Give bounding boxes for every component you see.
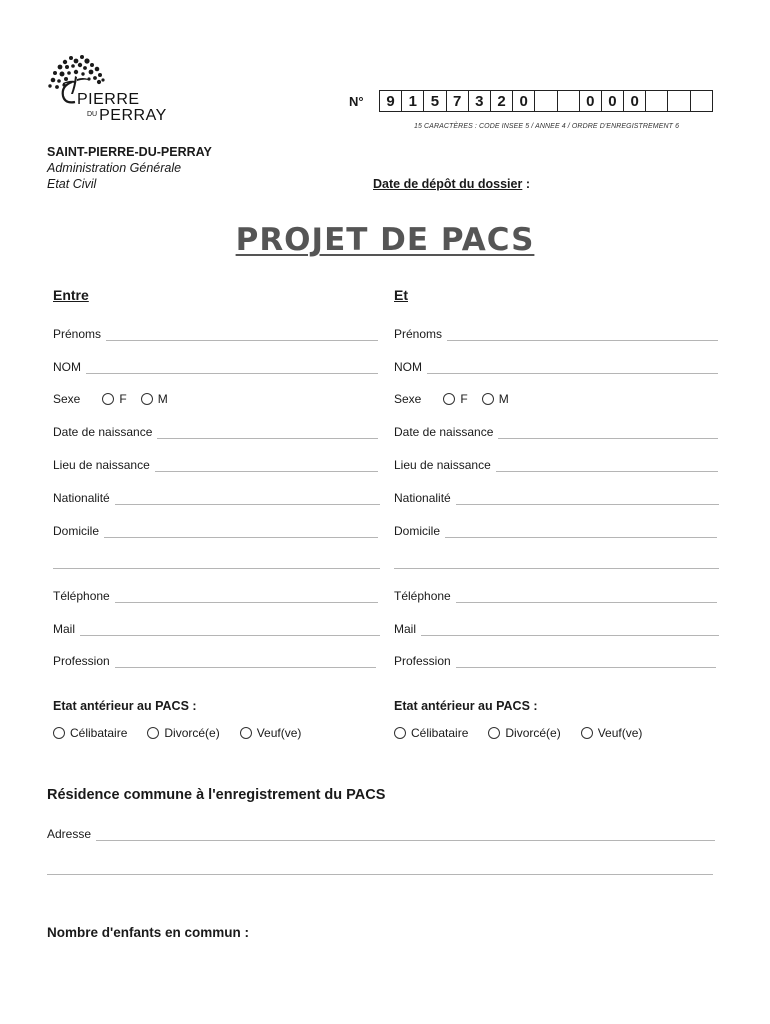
input-line[interactable] xyxy=(456,592,717,603)
right-sexe-m-option[interactable] xyxy=(482,392,509,406)
field-label: Domicile xyxy=(53,524,100,538)
input-line[interactable] xyxy=(104,527,378,538)
right-nationalite-field[interactable] xyxy=(394,489,719,505)
right-etat-divorce-option[interactable] xyxy=(488,726,560,740)
left-sexe-f-option[interactable] xyxy=(102,392,126,406)
input-line[interactable] xyxy=(427,363,718,374)
logo-du: DU xyxy=(87,111,98,118)
number-digit-box[interactable]: 7 xyxy=(446,90,469,112)
option-label: M xyxy=(498,392,509,406)
number-digit-box[interactable]: 0 xyxy=(579,90,602,112)
left-nom-field[interactable] xyxy=(53,358,378,374)
field-label: Lieu de naissance xyxy=(394,458,491,472)
field-label: Profession xyxy=(53,654,110,668)
right-sexe-field xyxy=(394,391,523,407)
field-label: Téléphone xyxy=(53,589,110,603)
number-digit-box[interactable] xyxy=(557,90,580,112)
field-label: Mail xyxy=(394,622,417,636)
field-label: Lieu de naissance xyxy=(53,458,150,472)
radio-circle-icon[interactable] xyxy=(394,727,406,739)
number-digit-box[interactable]: 3 xyxy=(468,90,491,112)
org-name: SAINT-PIERRE-DU-PERRAY xyxy=(47,145,212,159)
registration-number-note: 15 CARACTÈRES : CODE INSEE 5 / ANNEE 4 / ORDRE D'ENREGISTREMENT 6 xyxy=(414,123,680,130)
right-etat-celibataire-option[interactable] xyxy=(394,726,468,740)
residence-section-title: Résidence commune à l'enregistrement du PACS xyxy=(47,787,386,803)
number-digit-box[interactable] xyxy=(645,90,668,112)
left-profession-field[interactable] xyxy=(53,652,376,668)
left-nationalite-field[interactable] xyxy=(53,489,380,505)
number-digit-box[interactable]: 0 xyxy=(623,90,646,112)
left-mail-field[interactable] xyxy=(53,620,380,636)
organisation-block xyxy=(47,144,212,192)
field-label: Date de naissance xyxy=(53,425,153,439)
field-label: Prénoms xyxy=(53,327,102,341)
left-sexe-field xyxy=(53,391,182,407)
option-label: F xyxy=(460,392,468,406)
input-line[interactable] xyxy=(96,830,715,841)
adresse-line2[interactable] xyxy=(47,873,713,875)
right-lieu-naissance-field[interactable] xyxy=(394,456,718,472)
input-line[interactable] xyxy=(447,330,718,341)
registration-number-label: N° xyxy=(349,94,364,109)
number-digit-box[interactable] xyxy=(534,90,557,112)
option-label: Veuf(ve) xyxy=(256,726,302,740)
left-lieu-naissance-field[interactable] xyxy=(53,456,378,472)
field-label: Mail xyxy=(53,622,76,636)
number-digit-box[interactable]: 5 xyxy=(423,90,446,112)
option-label: Divorcé(e) xyxy=(164,726,220,740)
radio-circle-icon[interactable] xyxy=(53,727,65,739)
left-domicile-field[interactable] xyxy=(53,522,378,538)
enfants-title: Nombre d'enfants en commun : xyxy=(47,925,249,940)
radio-circle-icon[interactable] xyxy=(240,727,252,739)
field-label: Prénoms xyxy=(394,327,443,341)
left-sexe-m-option[interactable] xyxy=(141,392,168,406)
number-digit-box[interactable] xyxy=(667,90,690,112)
left-etat-title: Etat antérieur au PACS : xyxy=(53,699,197,713)
left-telephone-field[interactable] xyxy=(53,587,378,603)
radio-circle-icon[interactable] xyxy=(102,393,114,405)
input-line[interactable] xyxy=(456,657,716,668)
right-telephone-field[interactable] xyxy=(394,587,717,603)
input-line[interactable] xyxy=(155,461,378,472)
radio-circle-icon[interactable] xyxy=(581,727,593,739)
input-line[interactable] xyxy=(115,494,380,505)
input-line[interactable] xyxy=(445,527,717,538)
number-digit-box[interactable]: 0 xyxy=(601,90,624,112)
org-service: Etat Civil xyxy=(47,177,97,191)
registration-number-boxes[interactable] xyxy=(380,90,713,112)
deposit-date xyxy=(373,177,530,191)
input-line[interactable] xyxy=(80,625,380,636)
field-label: Domicile xyxy=(394,524,441,538)
field-label: Date de naissance xyxy=(394,425,494,439)
number-digit-box[interactable] xyxy=(690,90,713,112)
field-label: Téléphone xyxy=(394,589,451,603)
option-label: F xyxy=(119,392,127,406)
logo-line2: PERRAY xyxy=(99,107,167,124)
input-line[interactable] xyxy=(496,461,718,472)
option-label: Célibataire xyxy=(70,726,128,740)
right-nom-field[interactable] xyxy=(394,358,718,374)
right-sexe-f-option[interactable] xyxy=(443,392,467,406)
right-profession-field[interactable] xyxy=(394,652,716,668)
right-date-naissance-field[interactable] xyxy=(394,423,718,439)
right-domicile-field[interactable] xyxy=(394,522,717,538)
option-label: M xyxy=(157,392,168,406)
right-column-heading: Et xyxy=(394,287,408,303)
input-line[interactable] xyxy=(498,428,718,439)
left-date-naissance-field[interactable] xyxy=(53,423,378,439)
logo-line1: PIERRE xyxy=(77,91,140,108)
option-label: Célibataire xyxy=(411,726,469,740)
left-etat-divorce-option[interactable] xyxy=(147,726,219,740)
radio-circle-icon[interactable] xyxy=(482,393,494,405)
field-label: Sexe xyxy=(53,392,81,406)
input-line[interactable] xyxy=(106,330,378,341)
field-label: NOM xyxy=(394,360,422,374)
option-label: Veuf(ve) xyxy=(597,726,643,740)
field-label: NOM xyxy=(53,360,81,374)
field-label: Adresse xyxy=(47,827,92,841)
left-etat-celibataire-option[interactable] xyxy=(53,726,127,740)
option-label: Divorcé(e) xyxy=(505,726,561,740)
right-etat-veuf-option[interactable] xyxy=(581,726,643,740)
deposit-date-label: Date de dépôt du dossier xyxy=(373,177,523,191)
field-label: Nationalité xyxy=(394,491,451,505)
input-line[interactable] xyxy=(115,592,378,603)
number-digit-box[interactable]: 1 xyxy=(401,90,424,112)
field-label: Nationalité xyxy=(53,491,110,505)
input-line[interactable] xyxy=(456,494,719,505)
left-etat-veuf-option[interactable] xyxy=(240,726,302,740)
right-mail-field[interactable] xyxy=(394,620,719,636)
field-label: Profession xyxy=(394,654,451,668)
input-line[interactable] xyxy=(157,428,378,439)
left-etat-options xyxy=(53,726,321,740)
number-digit-box[interactable]: 2 xyxy=(490,90,513,112)
right-etat-title: Etat antérieur au PACS : xyxy=(394,699,538,713)
field-label: Sexe xyxy=(394,392,422,406)
input-line[interactable] xyxy=(115,657,376,668)
radio-circle-icon[interactable] xyxy=(141,393,153,405)
right-domicile-line2[interactable] xyxy=(394,567,719,569)
left-column-heading: Entre xyxy=(53,287,89,303)
page-title xyxy=(0,222,770,258)
number-digit-box[interactable]: 0 xyxy=(512,90,535,112)
org-department: Administration Générale xyxy=(47,161,182,175)
input-line[interactable] xyxy=(421,625,719,636)
left-domicile-line2[interactable] xyxy=(53,567,380,569)
right-prenoms-field[interactable] xyxy=(394,325,718,341)
input-line[interactable] xyxy=(86,363,378,374)
right-etat-options xyxy=(394,726,662,740)
radio-circle-icon[interactable] xyxy=(147,727,159,739)
left-prenoms-field[interactable] xyxy=(53,325,378,341)
logo-wordmark xyxy=(77,92,167,123)
radio-circle-icon[interactable] xyxy=(488,727,500,739)
radio-circle-icon[interactable] xyxy=(443,393,455,405)
number-digit-box[interactable]: 9 xyxy=(379,90,402,112)
city-logo xyxy=(45,52,170,127)
deposit-date-colon: : xyxy=(522,177,530,191)
page-title-text: PROJET DE PACS xyxy=(235,222,535,258)
adresse-field[interactable] xyxy=(47,827,715,841)
